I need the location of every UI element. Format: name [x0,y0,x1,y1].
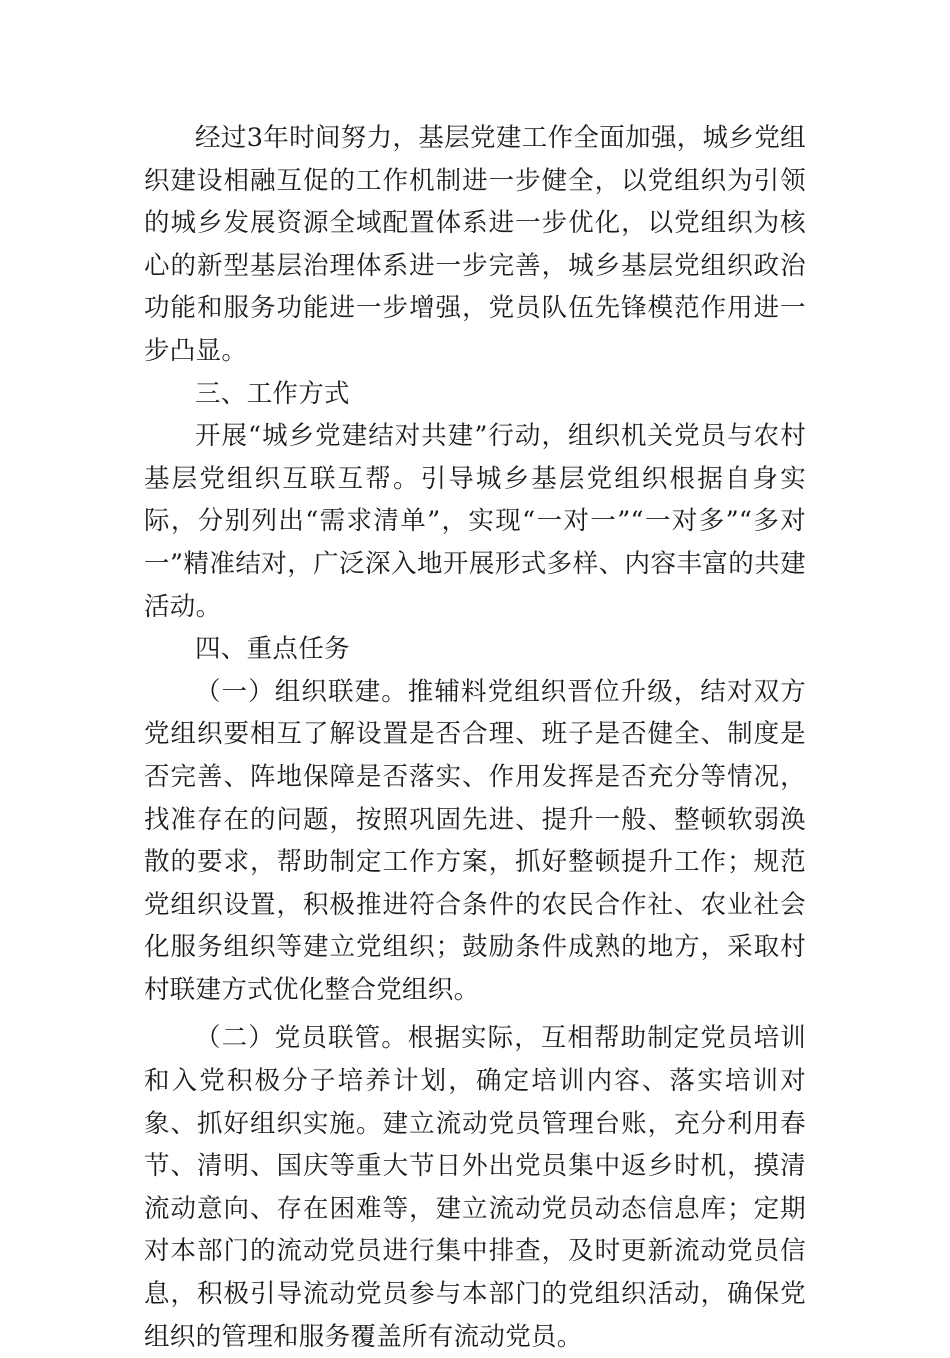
paragraph-member-joint-management: （二）党员联管。根据实际，互相帮助制定党员培训和入党积极分子培养计划，确定培训内容、落实培训对象、抓好组织实施。建立流动党员管理台账，充分利用春节、清明、国庆等重大节日外出党员集中返乡时机，摸清流动意向、存在困难等，建立流动党员动态信息库；定期对本部门的流动党员进行集中排查，及时更新流动党员信息，积极引导流动党员参与本部门的党组织活动，确保党组织的管理和服务覆盖所有流动党员。 [144,1023,806,1352]
document-body [144,117,806,1358]
paragraph-goals: 经过3年时间努力，基层党建工作全面加强，城乡党组织建设相融互促的工作机制进一步健全，以党组织为引领的城乡发展资源全域配置体系进一步优化，以党组织为核心的新型基层治理体系进一步完善，城乡基层党组织政治功能和服务功能进一步增强，党员队伍先锋模范作用进一步凸显。 [144,123,806,366]
heading-work-method: 三、工作方式 [195,378,350,409]
paragraph-work-method: 开展“城乡党建结对共建”行动，组织机关党员与农村基层党组织互联互帮。引导城乡基层党组织根据自身实际，分别列出“需求清单”，实现“一对一”“一对多”“多对一”精准结对，广泛深入地开展形式多样、内容丰富的共建活动。 [144,421,806,622]
heading-key-tasks: 四、重点任务 [195,634,350,665]
paragraph-organization-joint-building: （一）组织联建。推辅料党组织晋位升级，结对双方党组织要相互了解设置是否合理、班子是否健全、制度是否完善、阵地保障是否落实、作用发挥是否充分等情况，找准存在的问题，按照巩固先进、提升一般、整顿软弱涣散的要求，帮助制定工作方案，抓好整顿提升工作；规范党组织设置，积极推进符合条件的农民合作社、农业社会化服务组织等建立党组织；鼓励条件成熟的地方，采取村村联建方式优化整合党组织。 [144,676,806,1005]
